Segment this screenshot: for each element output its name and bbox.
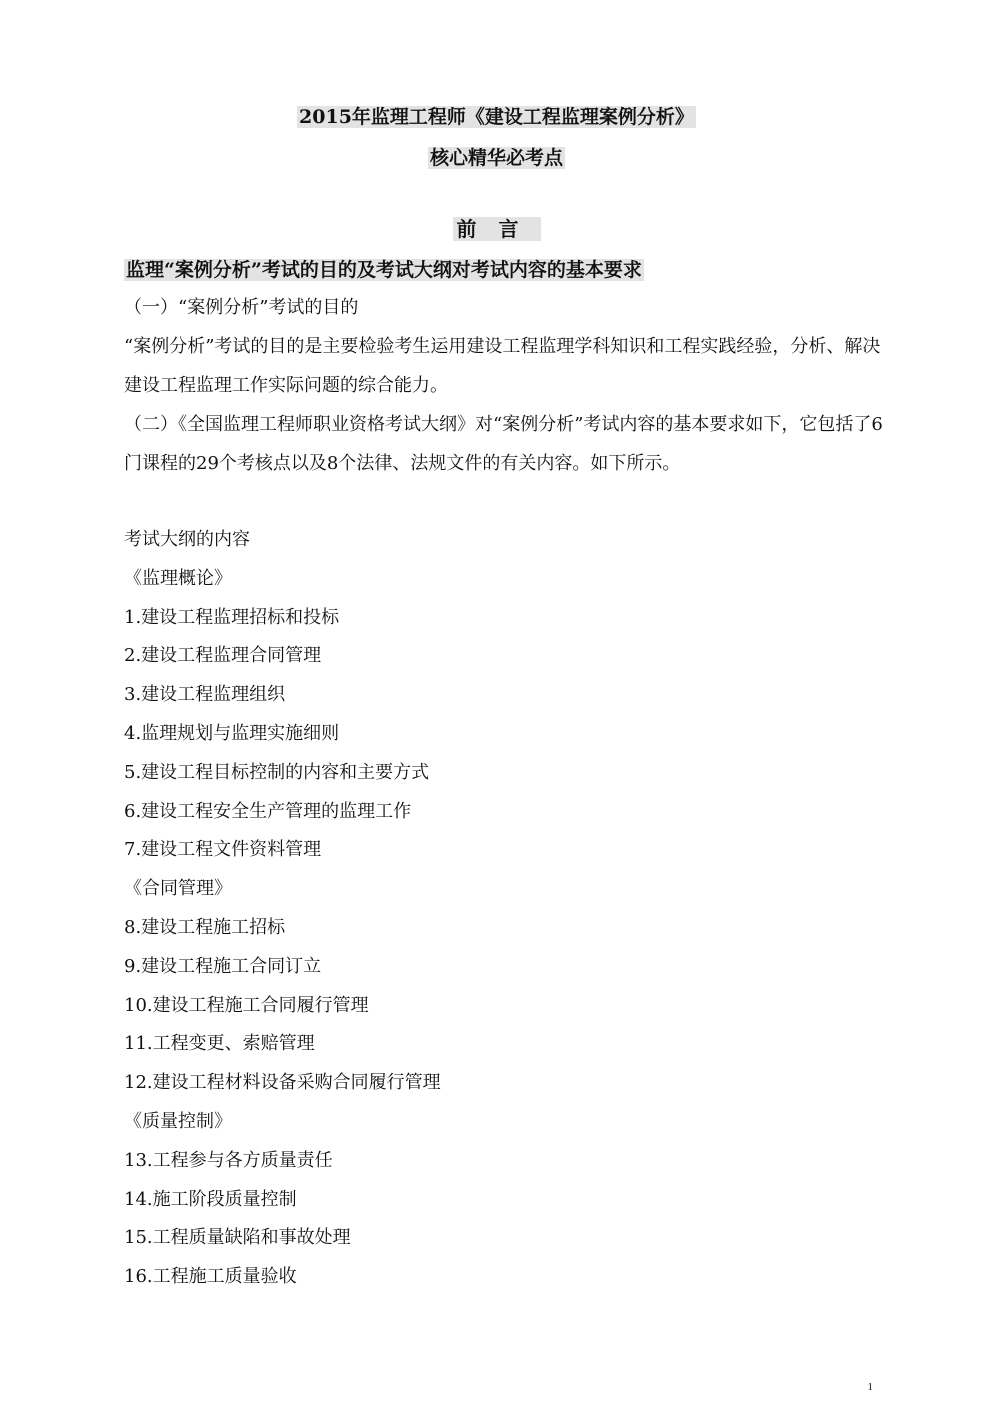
subheading-purpose: （一）“案例分析”考试的目的: [124, 297, 359, 318]
document-subtitle-text: 核心精华必考点: [429, 147, 563, 169]
document-title: [0, 104, 993, 130]
list-item: 5.建设工程目标控制的内容和主要方式: [124, 761, 430, 783]
list-item: 15.工程质量缺陷和事故处理: [124, 1227, 351, 1249]
list-item: 16.工程施工质量验收: [124, 1266, 297, 1288]
outline-label: 考试大纲的内容: [124, 529, 250, 550]
list-item: 《监理概论》: [124, 567, 232, 589]
preface-heading-text: 前言: [453, 217, 541, 241]
list-item: 14.施工阶段质量控制: [124, 1188, 297, 1210]
list-item: 6.建设工程安全生产管理的监理工作: [124, 800, 412, 822]
list-item: 9.建设工程施工合同订立: [124, 955, 322, 977]
document-title-text: 2015年监理工程师《建设工程监理案例分析》: [299, 106, 694, 128]
list-item: 7.建设工程文件资料管理: [124, 839, 322, 861]
paragraph-purpose: “案例分析”考试的目的是主要检验考生运用建设工程监理学科知识和工程实践经验，分析、解决建设工程监理工作实际问题的综合能力。: [124, 336, 881, 396]
list-item: 10.建设工程施工合同履行管理: [124, 994, 369, 1016]
list-item: 13.工程参与各方质量责任: [124, 1149, 333, 1171]
section-heading: [124, 257, 644, 283]
document-subtitle: [0, 145, 993, 171]
preface-heading: [0, 216, 993, 242]
list-item: 1.建设工程监理招标和投标: [124, 606, 340, 628]
list-item: 11.工程变更、索赔管理: [124, 1033, 315, 1055]
list-item: 2.建设工程监理合同管理: [124, 645, 322, 667]
outline-list: [124, 521, 884, 1297]
list-item: 《质量控制》: [124, 1110, 232, 1132]
list-item: 《合同管理》: [124, 878, 232, 900]
section-heading-text: 监理“案例分析”考试的目的及考试大纲对考试内容的基本要求: [126, 259, 642, 281]
paragraph-requirements: （二）《全国监理工程师职业资格考试大纲》对“案例分析”考试内容的基本要求如下，它包括了6门课程的29个考核点以及8个法律、法规文件的有关内容。如下所示。: [124, 414, 883, 474]
list-item: 3.建设工程监理组织: [124, 684, 286, 706]
list-item: 4.监理规划与监理实施细则: [124, 722, 340, 744]
list-item: 8.建设工程施工招标: [124, 916, 286, 938]
list-item: 12.建设工程材料设备采购合同履行管理: [124, 1072, 441, 1094]
page-number: 1: [867, 1381, 873, 1393]
